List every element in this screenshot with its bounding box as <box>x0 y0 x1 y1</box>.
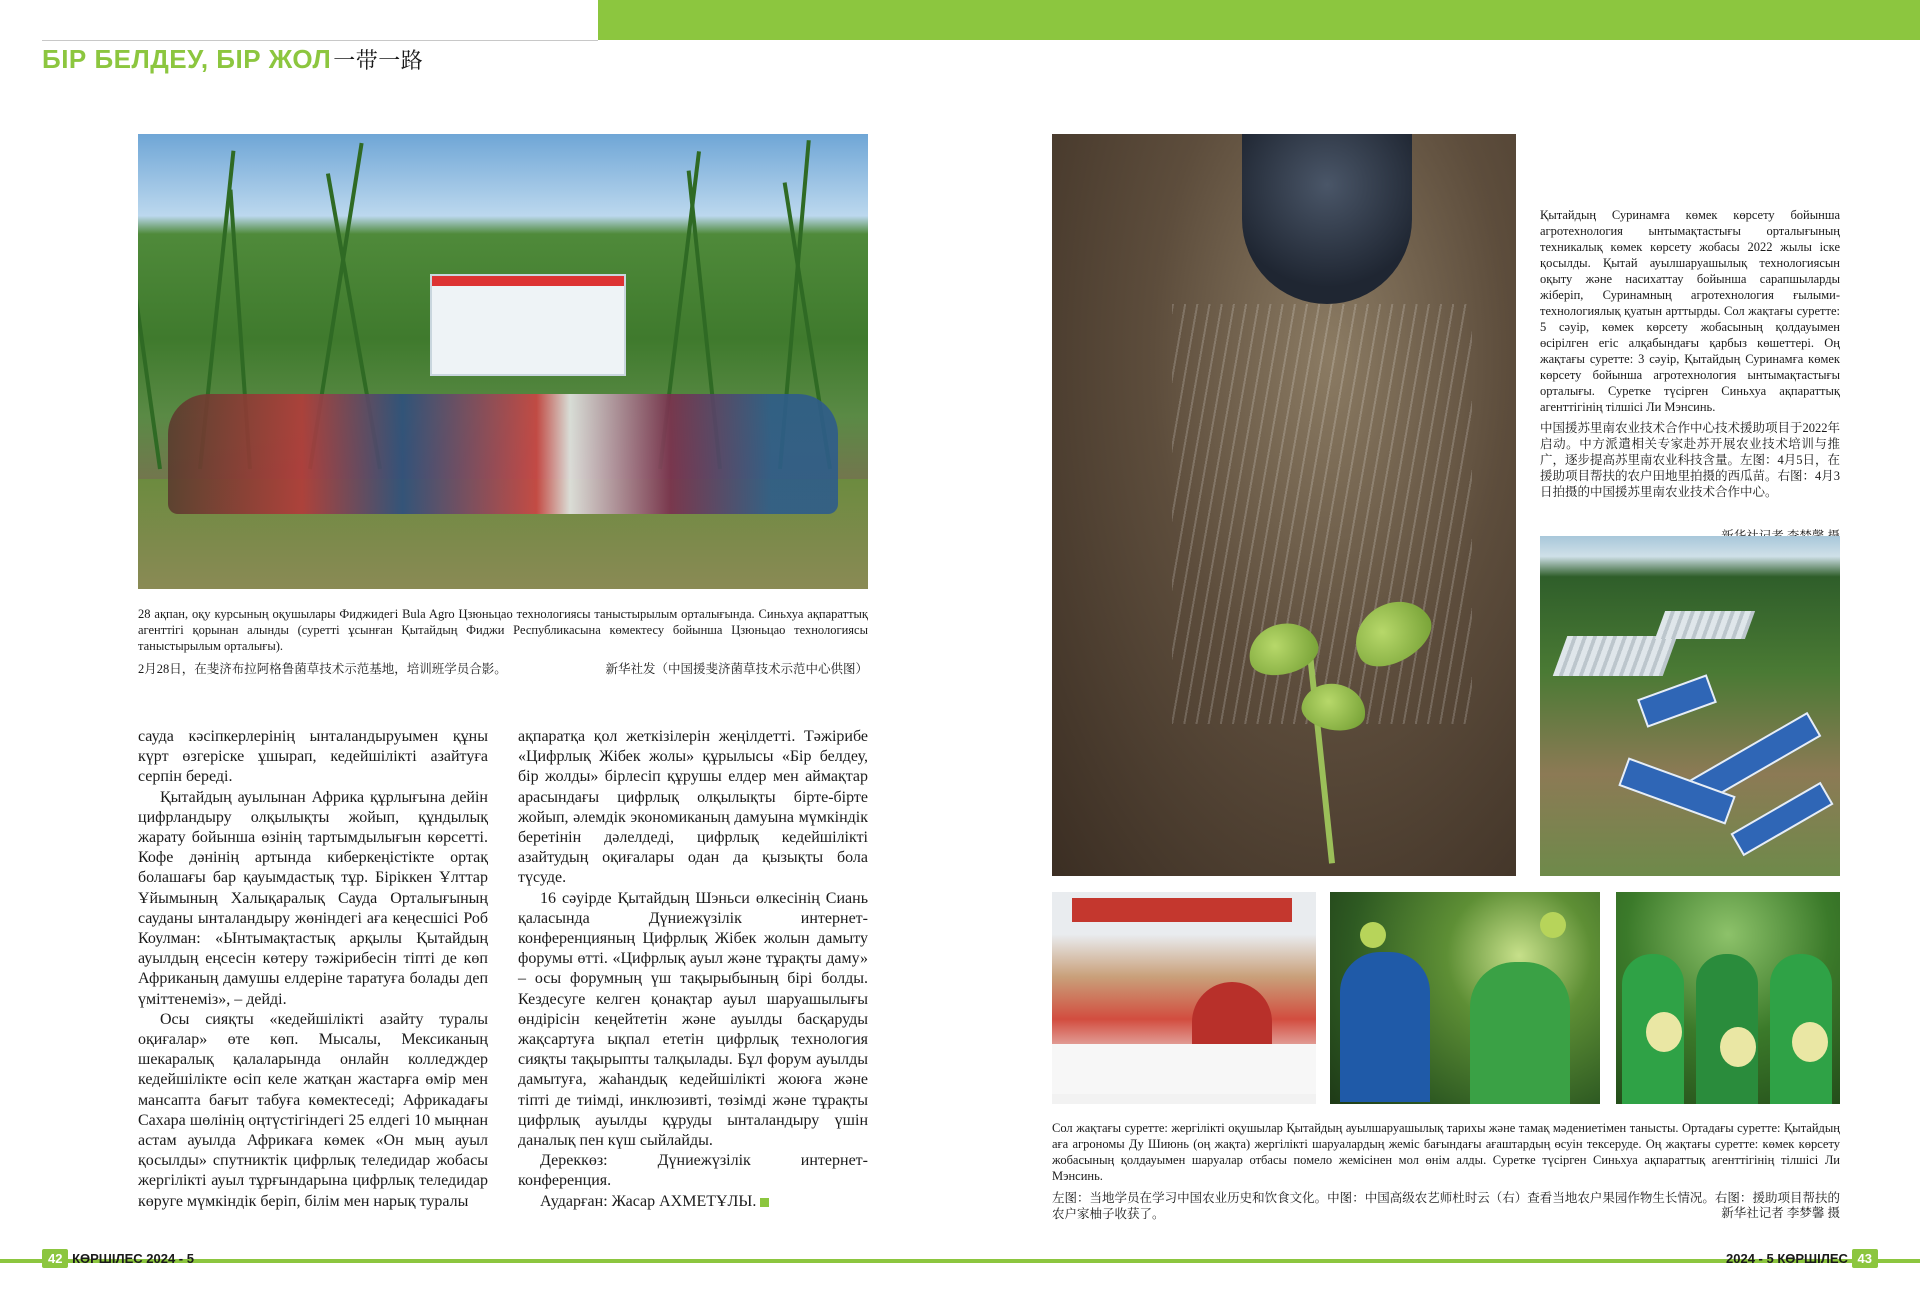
footer-left <box>42 1249 194 1268</box>
watering-can <box>1242 134 1412 304</box>
watering-seedling-photo <box>1052 134 1516 876</box>
fiji-group-photo <box>138 134 868 589</box>
pomelo-harvest-photo <box>1616 892 1840 1104</box>
source-line: Дереккөз: Дүниежүзілік интернет-конференция. <box>518 1152 868 1190</box>
page-number-right: 43 <box>1852 1249 1878 1268</box>
end-mark-icon <box>760 1198 769 1207</box>
bottom-caption-kk: Сол жақтағы суретте: жергілікті оқушылар Қытайдың ауылшаруашылық тарихы және тамақ мәдениетімен танысты. Ортадағы суретте: Қытайдың аға агрономы Ду Шиюнь (оң жақта) жергілікті шаруалардың жеміс бағындағы ағаштардың өсуін тексеруде. Оң жақтағы суретте: көмек көрсету жобасының қолдауымен шаруалар отбасы помело жемісінен мол өнім алды. Суретке түсірген Синьхуа ақпараттық агенттігінің тілшісі Ли Мэнсинь. <box>1052 1121 1840 1183</box>
paragraph: 16 сәуірде Қытайдың Шэньси өлкесінің Сиань қаласында Дүниежүзілік интернет-конференцияның Цифрлық Жібек жолын дамыту форумы өтті. «Цифрлық ауыл және тұрақты даму» – осы форумның үш тақырыбының бірі болды. Кездесуге келген қонақтар ауыл шаруашылығы өндірісін кеңейтетін және ауылды басқаруды жақсартуға ықпал ететін цифрлық технология сияқты тақырыпты талқылады. Бұл форум ауылды дамытуға, жаһандық кедейшілікті жоюға және тіпті де тиімді, инклюзивті, төзімді және тұрақты цифрлық ауылды құруды ынталандыру үшін даналық пен күш сыйлайды. <box>518 889 868 1150</box>
classroom-photo <box>1052 892 1316 1104</box>
orchard-photo <box>1330 892 1600 1104</box>
paragraph: сауда кәсіпкерлерінің ынталандыруымен құны күрт өзгеріске ұшырап, кедейшілікті азайтуға серпін береді. <box>138 728 488 786</box>
suriname-caption-kk: Қытайдың Суринамға көмек көрсету бойынша агротехнология ынтымақтастығы орталығының техникалық көмек көрсету жобасы 2022 жылы іске қосылды. Қытай ауылшаруашылық технологиясын оқыту және насихаттау бойынша сарапшыларды жіберіп, Суринамның агротехнология ғылыми-технологиялық қуатын арттырды. Сол жақтағы суретте: 5 сәуір, көмек көрсету жобасының қолдауымен өсірілген егіс алқабындағы қарбыз көшеттері. Оң жақтағы суретте: 3 сәуір, Қытайдың Суринамға көмек көрсету бойынша агротехнология ынтымақтастығы орталығы. Суретке түсірген Синьхуа ақпараттық агенттігінің тілшісі Ли Мэнсинь. <box>1540 208 1840 414</box>
translator-line <box>518 1192 868 1212</box>
footer-rule <box>0 1259 1920 1263</box>
footer-left-text: КӨРШІЛЕС 2024 - 5 <box>72 1251 194 1266</box>
footer-right <box>1726 1249 1878 1268</box>
fiji-photo-credit: 新华社发（中国援斐济菌草技术示范中心供图） <box>605 662 868 676</box>
paragraph: ақпаратқа қол жеткізілерін жеңілдетті. Тәжірибе «Цифрлық Жібек жолы» құрылысы «Бір белдеу, бір жолды» бірлесіп құрушы елдер мен аймақтар арасындағы цифрлық олқылықты бірте-бірте жойып, әлемдік экономиканың дамуына мүмкіндік беретінін дәлелдеді, цифрлық кедейшілікті азайтудың оқиғалары одан да қызықты бола түсуде. <box>518 728 868 887</box>
header-accent-bar <box>598 0 1920 40</box>
group-of-people <box>168 394 838 514</box>
fiji-caption-cn-text: 2月28日，在斐济布拉阿格鲁菌草技术示范基地，培训班学员合影。 <box>138 662 507 676</box>
section-title-kk: БІР БЕЛДЕУ, БІР ЖОЛ <box>42 44 332 74</box>
paragraph: Қытайдың ауылынан Африка құрлығына дейін цифрландыру олқылықты жойып, құндылық жарату бойынша өзінің тартымдылығын көрсетті. Кофе дәнінің артында киберкеңістікте ортақ болашағы бар қауымдастық тұр. Біріккен Ұлттар Ұйымының Халықаралық Сауда Орталығының сауданы ынталандыру жөніндегі аға кеңесшісі Роб Коулман: «Ынтымақтастық арқылы Қытайдың ауылдың еңсесін көтеру тәжірибесін тіпті де көп Африканың дамушы елдеріне таратуға болады деп үміттенеміз», – дейді. <box>138 788 488 1008</box>
demonstration-sign <box>430 274 626 376</box>
bottom-caption-cn: 左图：当地学员在学习中国农业历史和饮食文化。中图：中国高级农艺师杜时云（右）查看当地农户果园作物生长情况。右图：援助项目帮扶的农户家柚子收获了。 <box>1052 1191 1840 1221</box>
fiji-caption-kk: 28 ақпан, оқу курсының оқушылары Фиджидегі Bula Agro Цзюньцао технологиясы таныстырылым орталығында. Синьхуа ақпараттық агенттігі қорынан алынды (суретті ұсынған Қытайдың Фиджи Республикасына көмектесу бойынша Цзюньцао технологиясы таныстырылым орталығы). <box>138 607 868 653</box>
section-title <box>42 44 423 75</box>
translator-text: Аударған: Жасар АХМЕТҰЛЫ. <box>540 1192 757 1210</box>
paragraph: Осы сияқты «кедейшілікті азайту туралы оқиғалар» өте көп. Мысалы, Мексиканың шекаралық қалаларында онлайн колледждер кедейшілікте өсіп келе жатқан жастарға өмір мен мансапта бағыт табуға көмектеседі; Африкадағы Сахара шөлінің оңтүстігіндегі 25 елдегі 10 мыңнан астам ауылда Африкаға көмек «Он мың ауыл қосылды» спутниктік цифрлық теледидар жобасы жергілікті ауыл тұрғындарына цифрлық теледидар көруге мүмкіндік беріп, білім мен нарық туралы <box>138 1010 488 1210</box>
aerial-center-photo <box>1540 536 1840 876</box>
page-number-left: 42 <box>42 1249 68 1268</box>
suriname-caption-cn: 中国援苏里南农业技术合作中心技术援助项目于2022年启动。中方派遣相关专家赴苏开展农业技术培训与推广，逐步提高苏里南农业科技含量。左图：4月5日，在援助项目帮扶的农户田地里拍摄的西瓜苗。右图：4月3日拍摄的中国援苏里南农业技术合作中心。 <box>1540 421 1841 499</box>
bottom-photo-credit: 新华社记者 李梦馨 摄 <box>1721 1206 1840 1220</box>
footer-right-text: 2024 - 5 КӨРШІЛЕС <box>1726 1251 1848 1266</box>
article-column-2 <box>518 727 868 1212</box>
fiji-caption-cn <box>138 662 868 677</box>
header-rule <box>42 40 598 41</box>
section-title-cn: 一带一路 <box>333 48 424 73</box>
article-column-1 <box>138 727 488 1212</box>
